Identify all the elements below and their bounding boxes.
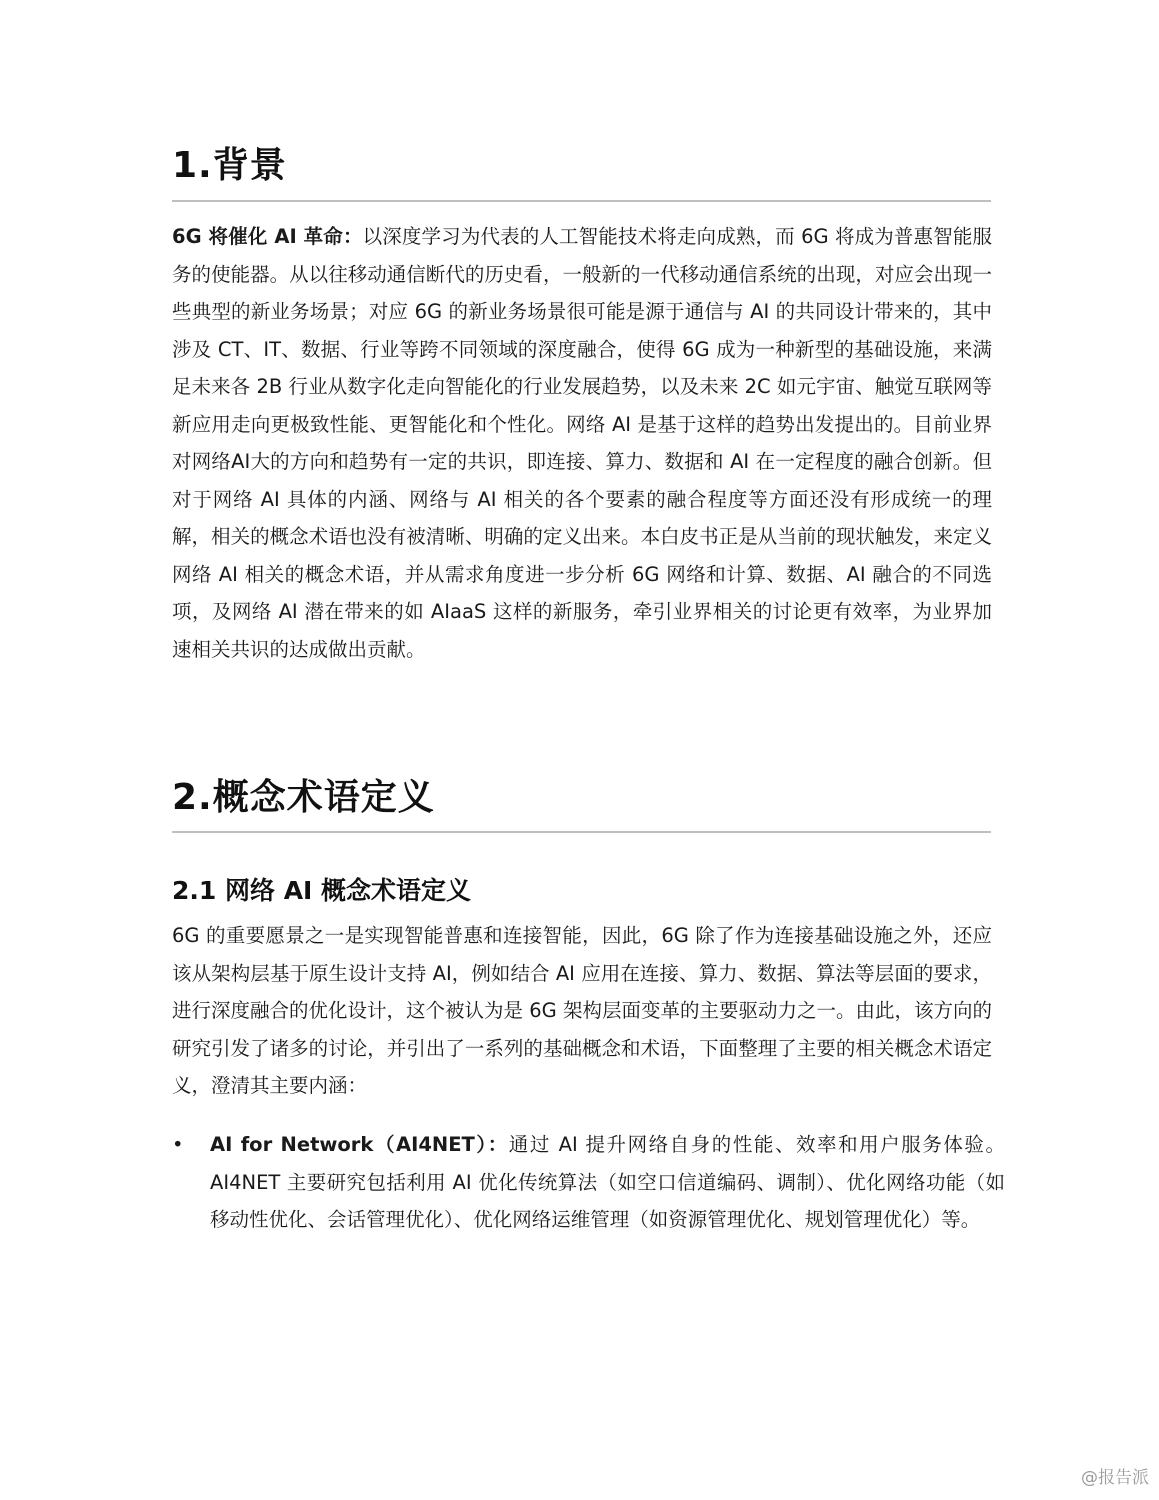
section-2-heading: 2.概念术语定义 — [172, 777, 435, 818]
watermark: @报告派 — [1081, 1468, 1149, 1488]
bullet-description: 通过 AI 提升网络自身的性能、效率和用户服务体验。AI4NET 主要研究包括利用 AI 优化传统算法（如空口信道编码、调制）、优化网络功能（如移动性优化、会话管理优化）、优化网络运维管理（如资源管理优化、规划管理优化）等。 — [210, 1133, 1005, 1231]
bullet-term: AI for Network（AI4NET）： — [210, 1133, 509, 1156]
section-2-divider — [172, 831, 991, 833]
subsection-2-1-paragraph: 6G 的重要愿景之一是实现智能普惠和连接智能，因此，6G 除了作为连接基础设施之外，还应该从架构层基于原生设计支持 AI，例如结合 AI 应用在连接、算力、数据、算法等层面的要求，进行深度融合的优化设计，这个被认为是 6G 架构层面变革的主要驱动力之一。由此，该方向的研究引发了诸多的讨论，并引出了一系列的基础概念和术语，下面整理了主要的相关概念术语定义，澄清其主要内涵： — [172, 924, 992, 1097]
section-1-lead: 6G 将催化 AI 革命： — [172, 225, 363, 248]
bullet-text — [210, 1126, 1005, 1239]
section-1-paragraph — [172, 218, 992, 668]
subsection-2-1-heading: 2.1 网络 AI 概念术语定义 — [172, 876, 472, 905]
bullet-marker: • — [172, 1133, 184, 1156]
section-1-body: 以深度学习为代表的人工智能技术将走向成熟，而 6G 将成为普惠智能服务的使能器。从以往移动通信断代的历史看，一般新的一代移动通信系统的出现，对应会出现一些典型的新业务场景；对应 6G 的新业务场景很可能是源于通信与 AI 的共同设计带来的，其中涉及 CT、IT、数据、行业等跨不同领域的深度融合，使得 6G 成为一种新型的基础设施，来满足未来各 2B 行业从数字化走向智能化的行业发展趋势，以及未来 2C 如元宇宙、触觉互联网等新应用走向更极致性能、更智能化和个性化。网络 AI 是基于这样的趋势出发提出的。目前业界对网络AI大的方向和趋势有一定的共识，即连接、算力、数据和 AI 在一定程度的融合创新。但对于网络 AI 具体的内涵、网络与 AI 相关的各个要素的融合程度等方面还没有形成统一的理解，相关的概念术语也没有被清晰、明确的定义出来。本白皮书正是从当前的现状触发，来定义网络 AI 相关的概念术语，并从需求角度进一步分析 6G 网络和计算、数据、AI 融合的不同选项，及网络 AI 潜在带来的如 AIaaS 这样的新服务，牵引业界相关的讨论更有效率，为业界加速相关共识的达成做出贡献。 — [172, 225, 992, 661]
section-1-heading: 1.背景 — [172, 145, 287, 186]
section-1-divider — [172, 200, 991, 202]
